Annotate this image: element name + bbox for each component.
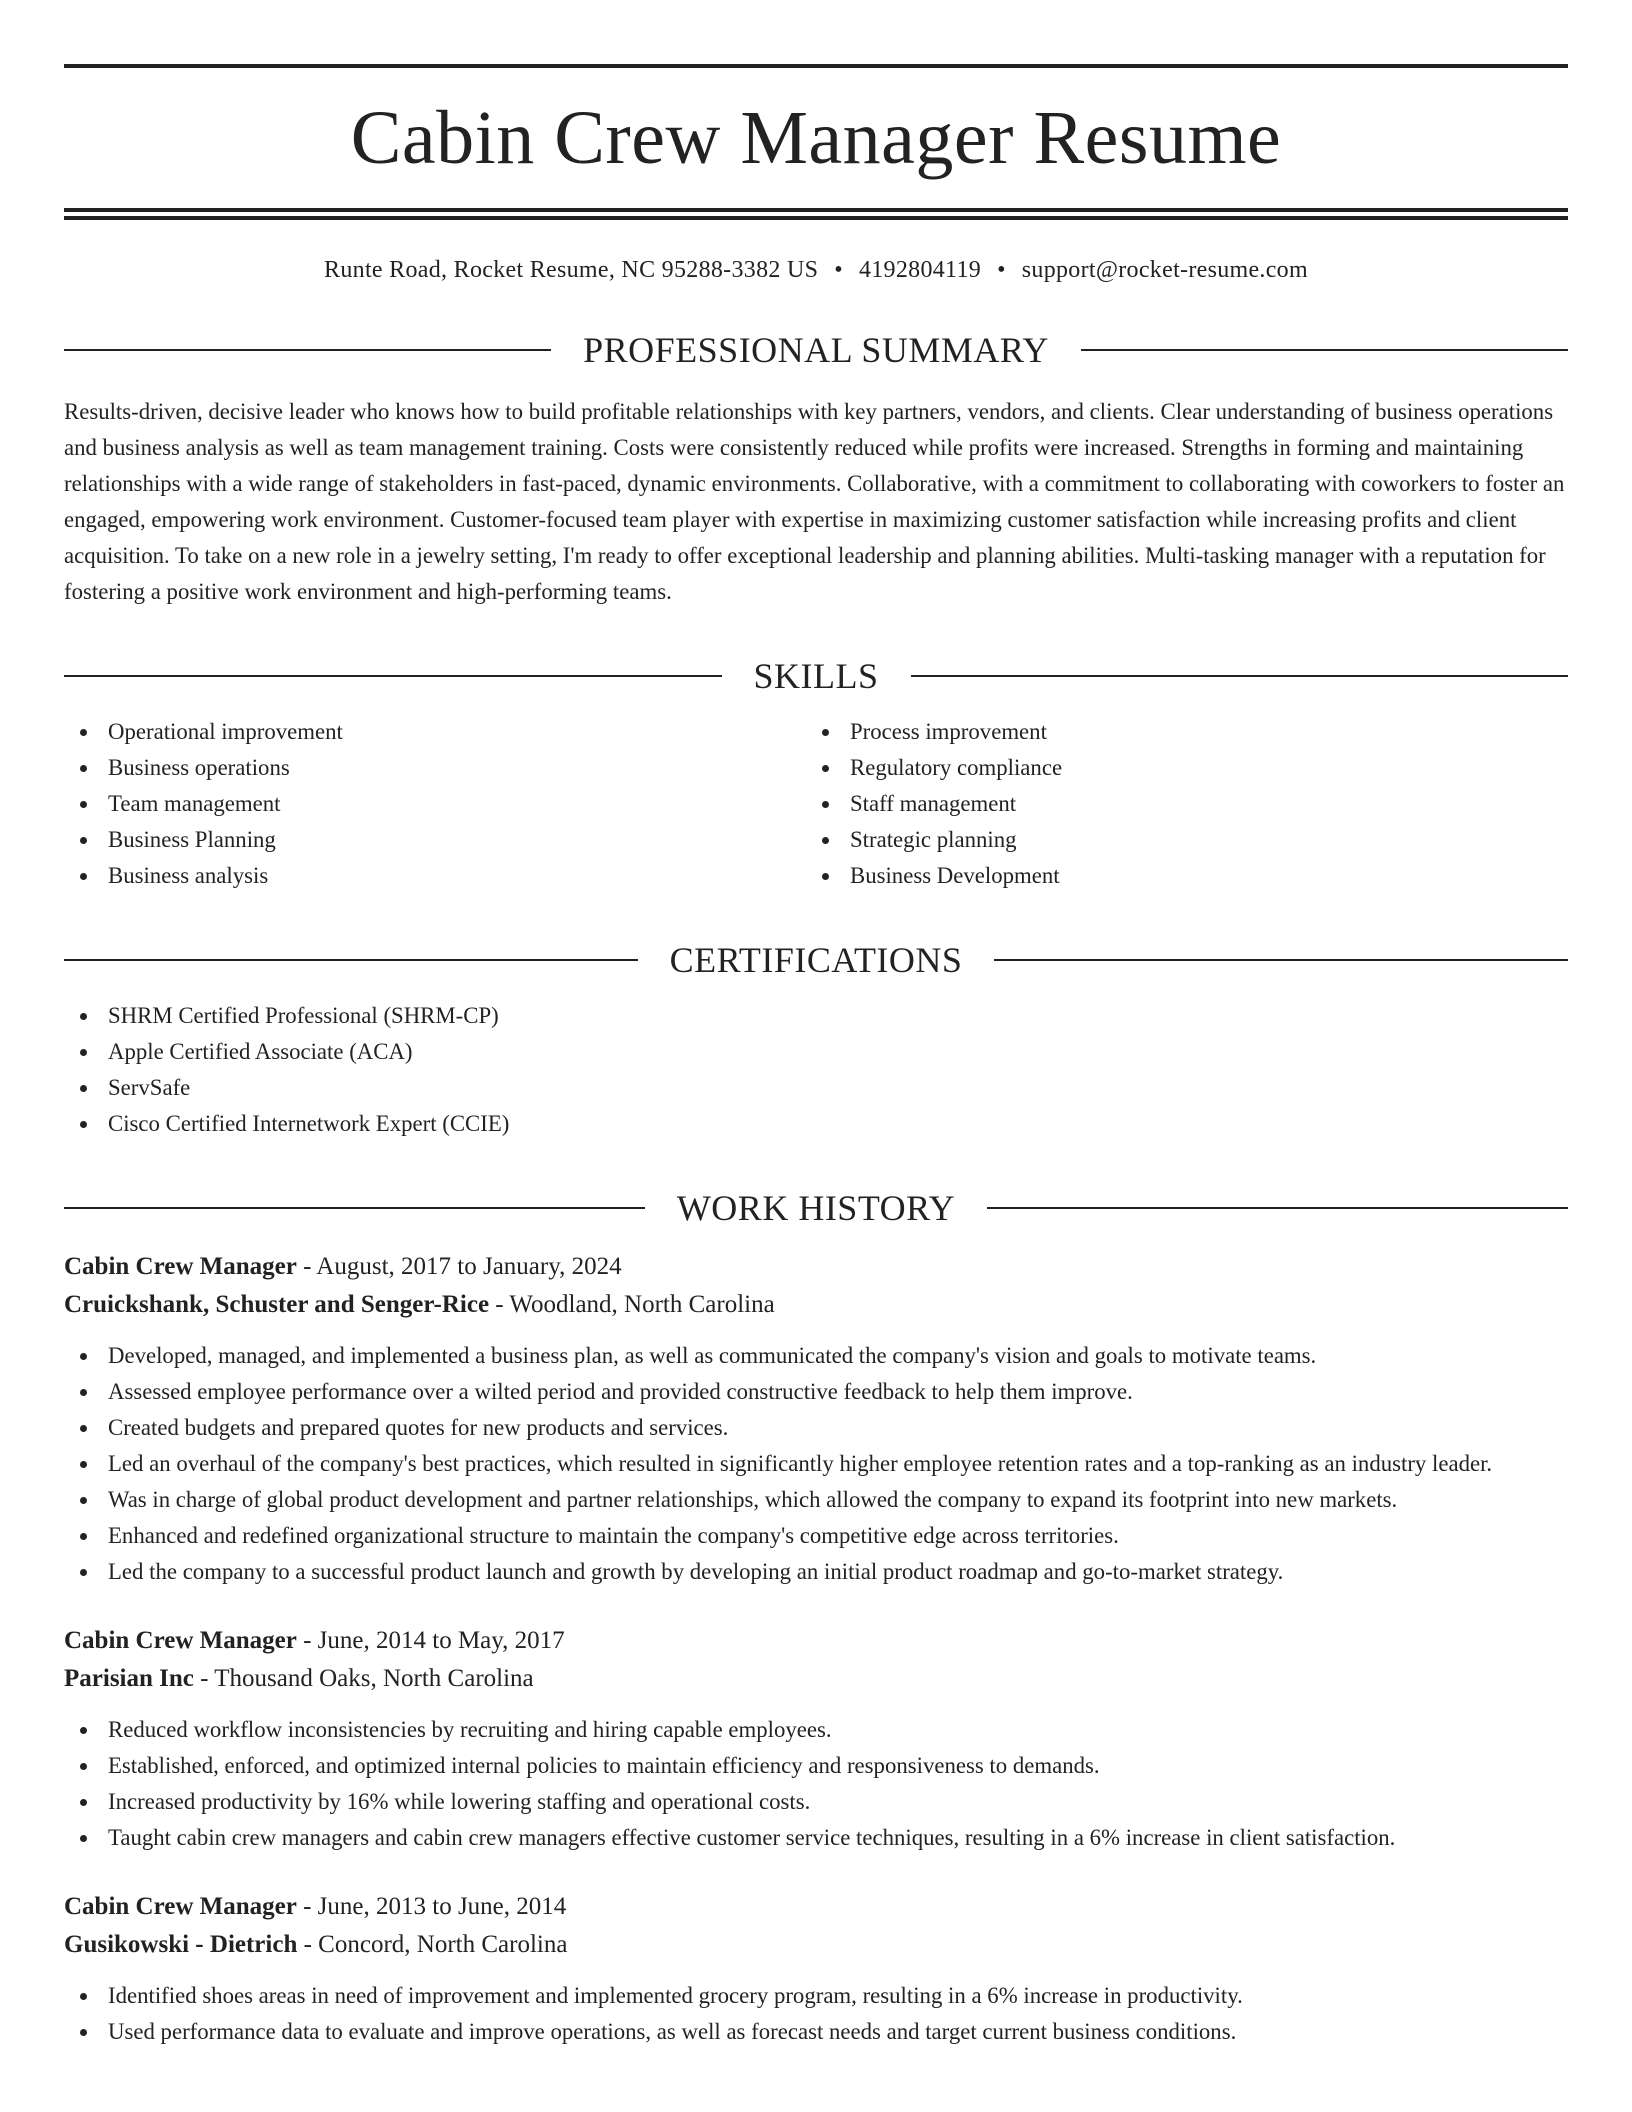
summary-text: Results-driven, decisive leader who knows how to build profitable relationships with key partners, vendors, and clients. Clear understanding of business operations and business analysis as well as team management training. Costs were consistently reduced while profits were increased. Strengths in forming and maintaining relationships with a wide range of stakeholders in fast-paced, dynamic environments. Collaborative, with a commitment to collaborating with coworkers to foster an engaged, empowering work environment. Customer-focused team player with expertise in maximizing customer satisfaction while increasing profits and client acquisition. To take on a new role in a jewelry setting, I'm ready to offer exceptional leadership and planning abilities. Multi-tasking manager with a reputation for fostering a positive work environment and high-performing teams. — [64, 399, 1565, 604]
contact-address: Runte Road, Rocket Resume, NC 95288-3382 US — [324, 257, 819, 283]
certification-item: Cisco Certified Internetwork Expert (CCIE) — [64, 1106, 1568, 1142]
contact-separator: • — [834, 257, 843, 283]
job-company-line — [64, 1286, 1568, 1324]
section-header-work-history — [64, 1188, 1568, 1228]
job-title-line — [64, 1622, 1568, 1660]
skill-item: Business analysis — [64, 858, 806, 894]
contact-email: support@rocket-resume.com — [1021, 257, 1308, 283]
job-bullet: Led the company to a successful product launch and growth by developing an initial product roadmap and go-to-market strategy. — [64, 1554, 1568, 1590]
skill-item: Business operations — [64, 750, 806, 786]
section-rule — [64, 349, 551, 351]
skills-column-right — [806, 714, 1548, 894]
title-double-rule — [64, 208, 1568, 220]
contact-line — [64, 256, 1568, 284]
section-rule — [64, 675, 722, 677]
job-title: Cabin Crew Manager — [64, 1253, 297, 1280]
job-bullets — [64, 1712, 1568, 1856]
section-title: CERTIFICATIONS — [669, 940, 963, 980]
job-bullet: Created budgets and prepared quotes for new products and services. — [64, 1410, 1568, 1446]
job-location: - Concord, North Carolina — [297, 1931, 568, 1958]
section-header-certifications — [64, 940, 1568, 980]
job-bullet: Taught cabin crew managers and cabin crew managers effective customer service techniques, resulting in a 6% increase in client satisfaction. — [64, 1820, 1568, 1856]
section-rule — [1081, 349, 1568, 351]
job-title: Cabin Crew Manager — [64, 1627, 297, 1654]
job-bullet: Identified shoes areas in need of improvement and implemented grocery program, resulting in a 6% increase in productivity. — [64, 1978, 1568, 2014]
skill-item: Team management — [64, 786, 806, 822]
job-bullets — [64, 1978, 1568, 2050]
job-bullets — [64, 1338, 1568, 1590]
skill-item: Process improvement — [806, 714, 1548, 750]
skills-column-left — [64, 714, 806, 894]
section-rule — [64, 959, 638, 961]
job-company: Gusikowski - Dietrich — [64, 1931, 298, 1958]
contact-phone: 4192804119 — [858, 257, 982, 283]
certification-item: SHRM Certified Professional (SHRM-CP) — [64, 998, 1568, 1034]
job-location: - Thousand Oaks, North Carolina — [193, 1665, 534, 1692]
job-title: Cabin Crew Manager — [64, 1893, 297, 1920]
job-entry — [64, 1888, 1568, 2050]
job-company: Parisian Inc — [64, 1665, 194, 1692]
job-company: Cruickshank, Schuster and Senger-Rice — [64, 1291, 490, 1318]
resume-page — [64, 0, 1568, 2050]
skill-item: Strategic planning — [806, 822, 1548, 858]
job-bullet: Established, enforced, and optimized internal policies to maintain efficiency and responsiveness to demands. — [64, 1748, 1568, 1784]
section-title: WORK HISTORY — [676, 1188, 956, 1228]
contact-separator: • — [997, 257, 1006, 283]
skill-item: Operational improvement — [64, 714, 806, 750]
job-location: - Woodland, North Carolina — [489, 1291, 775, 1318]
job-dates: - June, 2013 to June, 2014 — [296, 1893, 567, 1920]
section-rule — [64, 1207, 645, 1209]
job-bullet: Assessed employee performance over a wilted period and provided constructive feedback to help them improve. — [64, 1374, 1568, 1410]
job-bullet: Increased productivity by 16% while lowering staffing and operational costs. — [64, 1784, 1568, 1820]
job-bullet: Led an overhaul of the company's best practices, which resulted in significantly higher employee retention rates and a top-ranking as an industry leader. — [64, 1446, 1568, 1482]
section-title: PROFESSIONAL SUMMARY — [583, 330, 1049, 370]
skills-list — [64, 714, 1568, 894]
section-rule — [987, 1207, 1568, 1209]
job-title-line — [64, 1888, 1568, 1926]
job-company-line — [64, 1926, 1568, 1964]
skill-item: Staff management — [806, 786, 1548, 822]
job-company-line — [64, 1660, 1568, 1698]
job-dates: - June, 2014 to May, 2017 — [296, 1627, 565, 1654]
skill-item: Regulatory compliance — [806, 750, 1548, 786]
job-bullet: Enhanced and redefined organizational structure to maintain the company's competitive edge across territories. — [64, 1518, 1568, 1554]
job-dates: - August, 2017 to January, 2024 — [296, 1253, 622, 1280]
top-rule — [64, 64, 1568, 68]
skill-item: Business Development — [806, 858, 1548, 894]
certifications-list — [64, 998, 1568, 1142]
skill-item: Business Planning — [64, 822, 806, 858]
certification-item: ServSafe — [64, 1070, 1568, 1106]
job-bullet: Reduced workflow inconsistencies by recruiting and hiring capable employees. — [64, 1712, 1568, 1748]
resume-title: Cabin Crew Manager Resume — [350, 96, 1282, 180]
section-header-skills — [64, 656, 1568, 696]
job-entry — [64, 1248, 1568, 1590]
job-title-line — [64, 1248, 1568, 1286]
job-bullet: Used performance data to evaluate and improve operations, as well as forecast needs and target current business conditions. — [64, 2014, 1568, 2050]
certification-item: Apple Certified Associate (ACA) — [64, 1034, 1568, 1070]
section-header-summary — [64, 330, 1568, 370]
section-rule — [994, 959, 1568, 961]
job-entry — [64, 1622, 1568, 1856]
job-bullet: Was in charge of global product development and partner relationships, which allowed the company to expand its footprint into new markets. — [64, 1482, 1568, 1518]
job-bullet: Developed, managed, and implemented a business plan, as well as communicated the company's vision and goals to motivate teams. — [64, 1338, 1568, 1374]
section-title: SKILLS — [753, 656, 879, 696]
section-rule — [911, 675, 1569, 677]
